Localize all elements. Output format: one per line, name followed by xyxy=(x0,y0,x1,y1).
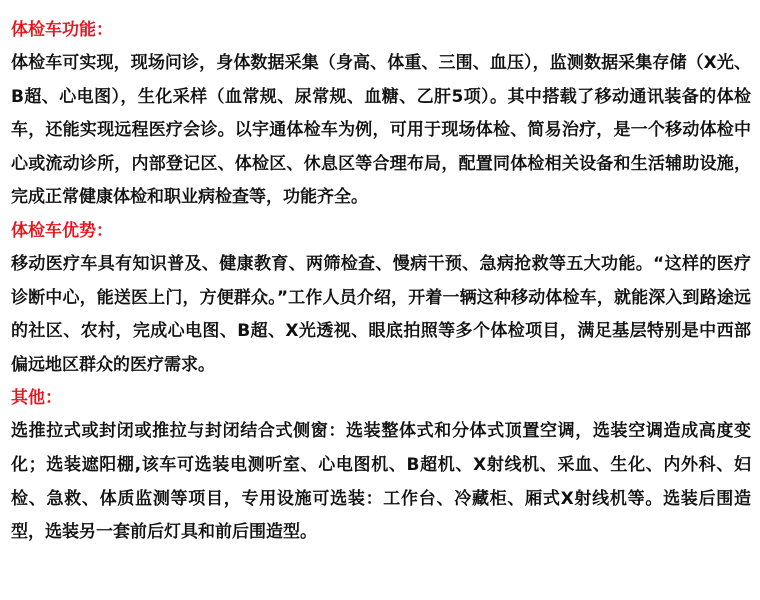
paragraph-other: 选推拉式或封闭或推拉与封闭结合式侧窗：选装整体式和分体式顶置空调，选装空调造成高度变化；选装遮阳棚,该车可选装电测听室、心电图机、B超机、X射线机、采血、生化、内外科、妇检、急救、体质监测等项目，专用设施可选装：工作台、冷藏柜、厢式X射线机等。选装后围造型，选装另一套前后灯具和前后围造型。 xyxy=(11,421,751,543)
document xyxy=(11,14,751,550)
heading-other: 其他： xyxy=(11,388,62,409)
heading-functions: 体检车功能： xyxy=(11,20,113,40)
heading-advantages: 体检车优势： xyxy=(11,220,113,241)
paragraph-functions: 体检车可实现，现场问诊，身体数据采集（身高、体重、三围、血压），监测数据采集存储（X光、B超、心电图），生化采样（血常规、尿常规、血糖、乙肝5项）。其中搭载了移动通讯装备的体检车，还能实现远程医疗会诊。以宇通体检车为例，可用于现场体检、简易治疗，是一个移动体检中心或流动诊所，内部登记区、体检区、休息区等合理布局，配置同体检相关设备和生活辅助设施，完成正常健康体检和职业病检查等，功能齐全。 xyxy=(11,53,751,208)
paragraph-advantages: 移动医疗车具有知识普及、健康教育、两筛检查、慢病干预、急病抢救等五大功能。“这样的医疗诊断中心，能送医上门，方便群众。”工作人员介绍，开着一辆这种移动体检车，就能深入到路途远的社区、农村，完成心电图、B超、X光透视、眼底拍照等多个体检项目，满足基层特别是中西部偏远地区群众的医疗需求。 xyxy=(11,253,751,375)
